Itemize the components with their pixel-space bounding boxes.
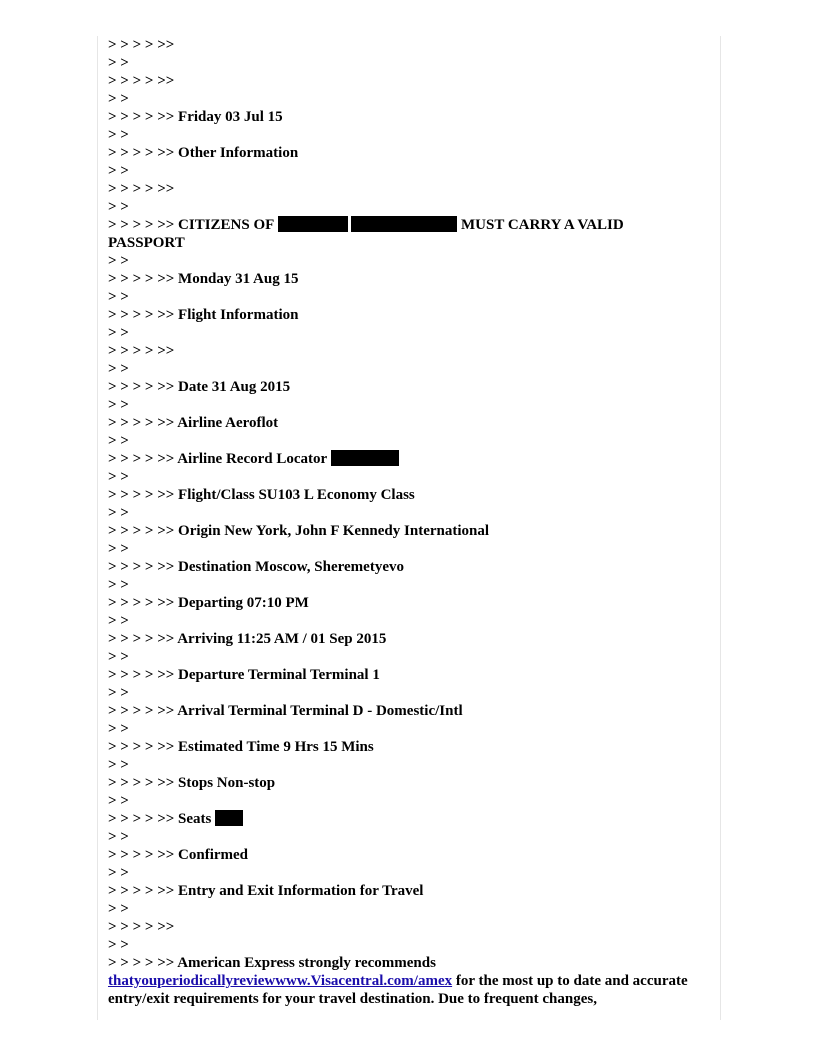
text-line: > > xyxy=(108,613,129,629)
passport-notice-line xyxy=(108,216,708,234)
flight-class: > > > > >> Flight/Class SU103 L Economy Class xyxy=(108,487,415,503)
flight-airline: > > > > >> Airline Aeroflot xyxy=(108,415,279,431)
text-line: > > xyxy=(108,55,129,71)
text-line: > > xyxy=(108,397,129,413)
flight-origin: > > > > >> Origin New York, John F Kennedy International xyxy=(108,523,490,539)
text-line: > > xyxy=(108,757,129,773)
text-line: > > xyxy=(108,199,129,215)
flight-departing: > > > > >> Departing 07:10 PM xyxy=(108,595,309,611)
text-line: > > > > >> xyxy=(108,343,175,359)
text-line: > > xyxy=(108,325,129,341)
passport-notice-start: > > > > >> CITIZENS OF xyxy=(108,217,274,233)
visacentral-link[interactable]: thatyouperiodicallyreviewwww.Visacentral.com/amex xyxy=(108,973,453,989)
text-line: > > xyxy=(108,685,129,701)
seats-line xyxy=(108,810,708,828)
email-document xyxy=(108,36,708,1008)
estimated-time: > > > > >> Estimated Time 9 Hrs 15 Mins xyxy=(108,739,374,755)
passport-notice-wrap: PASSPORT xyxy=(108,235,185,251)
text-line: > > xyxy=(108,361,129,377)
text-line: > > > > >> xyxy=(108,919,175,935)
redaction-block xyxy=(351,216,457,232)
status-confirmed: > > > > >> Confirmed xyxy=(108,847,249,863)
text-line: > > xyxy=(108,793,129,809)
text-line: > > xyxy=(108,577,129,593)
passport-notice-end: MUST CARRY A VALID xyxy=(461,217,624,233)
seats-label: > > > > >> Seats xyxy=(108,811,212,827)
section-heading: > > > > >> Entry and Exit Information for Travel xyxy=(108,883,424,899)
text-line: > > xyxy=(108,91,129,107)
text-line: > > > > >> xyxy=(108,181,175,197)
section-heading: > > > > >> Flight Information xyxy=(108,307,299,323)
record-locator-label: > > > > >> Airline Record Locator xyxy=(108,451,327,467)
date-line: > > > > >> Monday 31 Aug 15 xyxy=(108,271,299,287)
redaction-block xyxy=(278,216,348,232)
text-line: > > xyxy=(108,901,129,917)
flight-stops: > > > > >> Stops Non-stop xyxy=(108,775,276,791)
text-line: > > xyxy=(108,829,129,845)
recommendation-paragraph xyxy=(108,972,708,1008)
text-line: > > xyxy=(108,289,129,305)
text-line: > > xyxy=(108,433,129,449)
text-line: > > xyxy=(108,865,129,881)
text-line: > > xyxy=(108,505,129,521)
text-line: > > xyxy=(108,127,129,143)
text-line: > > > > >> xyxy=(108,37,175,53)
text-line: > > > > >> xyxy=(108,73,175,89)
text-line: > > xyxy=(108,163,129,179)
recommendation-line: > > > > >> American Express strongly recommends xyxy=(108,955,436,971)
date-line: > > > > >> Friday 03 Jul 15 xyxy=(108,109,283,125)
text-line: > > xyxy=(108,937,129,953)
flight-destination: > > > > >> Destination Moscow, Sheremetyevo xyxy=(108,559,404,575)
section-heading: > > > > >> Other Information xyxy=(108,145,299,161)
text-line: > > xyxy=(108,721,129,737)
flight-date: > > > > >> Date 31 Aug 2015 xyxy=(108,379,291,395)
text-line: > > xyxy=(108,253,129,269)
redaction-block xyxy=(215,810,243,826)
departure-terminal: > > > > >> Departure Terminal Terminal 1 xyxy=(108,667,380,683)
recommendation-text: for the most up to date and accurate entry/exit requirements for your travel destination. Due to frequent changes, xyxy=(108,973,688,1007)
text-line: > > xyxy=(108,469,129,485)
record-locator-line xyxy=(108,450,708,468)
arrival-terminal: > > > > >> Arrival Terminal Terminal D - Domestic/Intl xyxy=(108,703,463,719)
text-line: > > xyxy=(108,649,129,665)
text-line: > > xyxy=(108,541,129,557)
redaction-block xyxy=(331,450,399,466)
flight-arriving: > > > > >> Arriving 11:25 AM / 01 Sep 2015 xyxy=(108,631,387,647)
